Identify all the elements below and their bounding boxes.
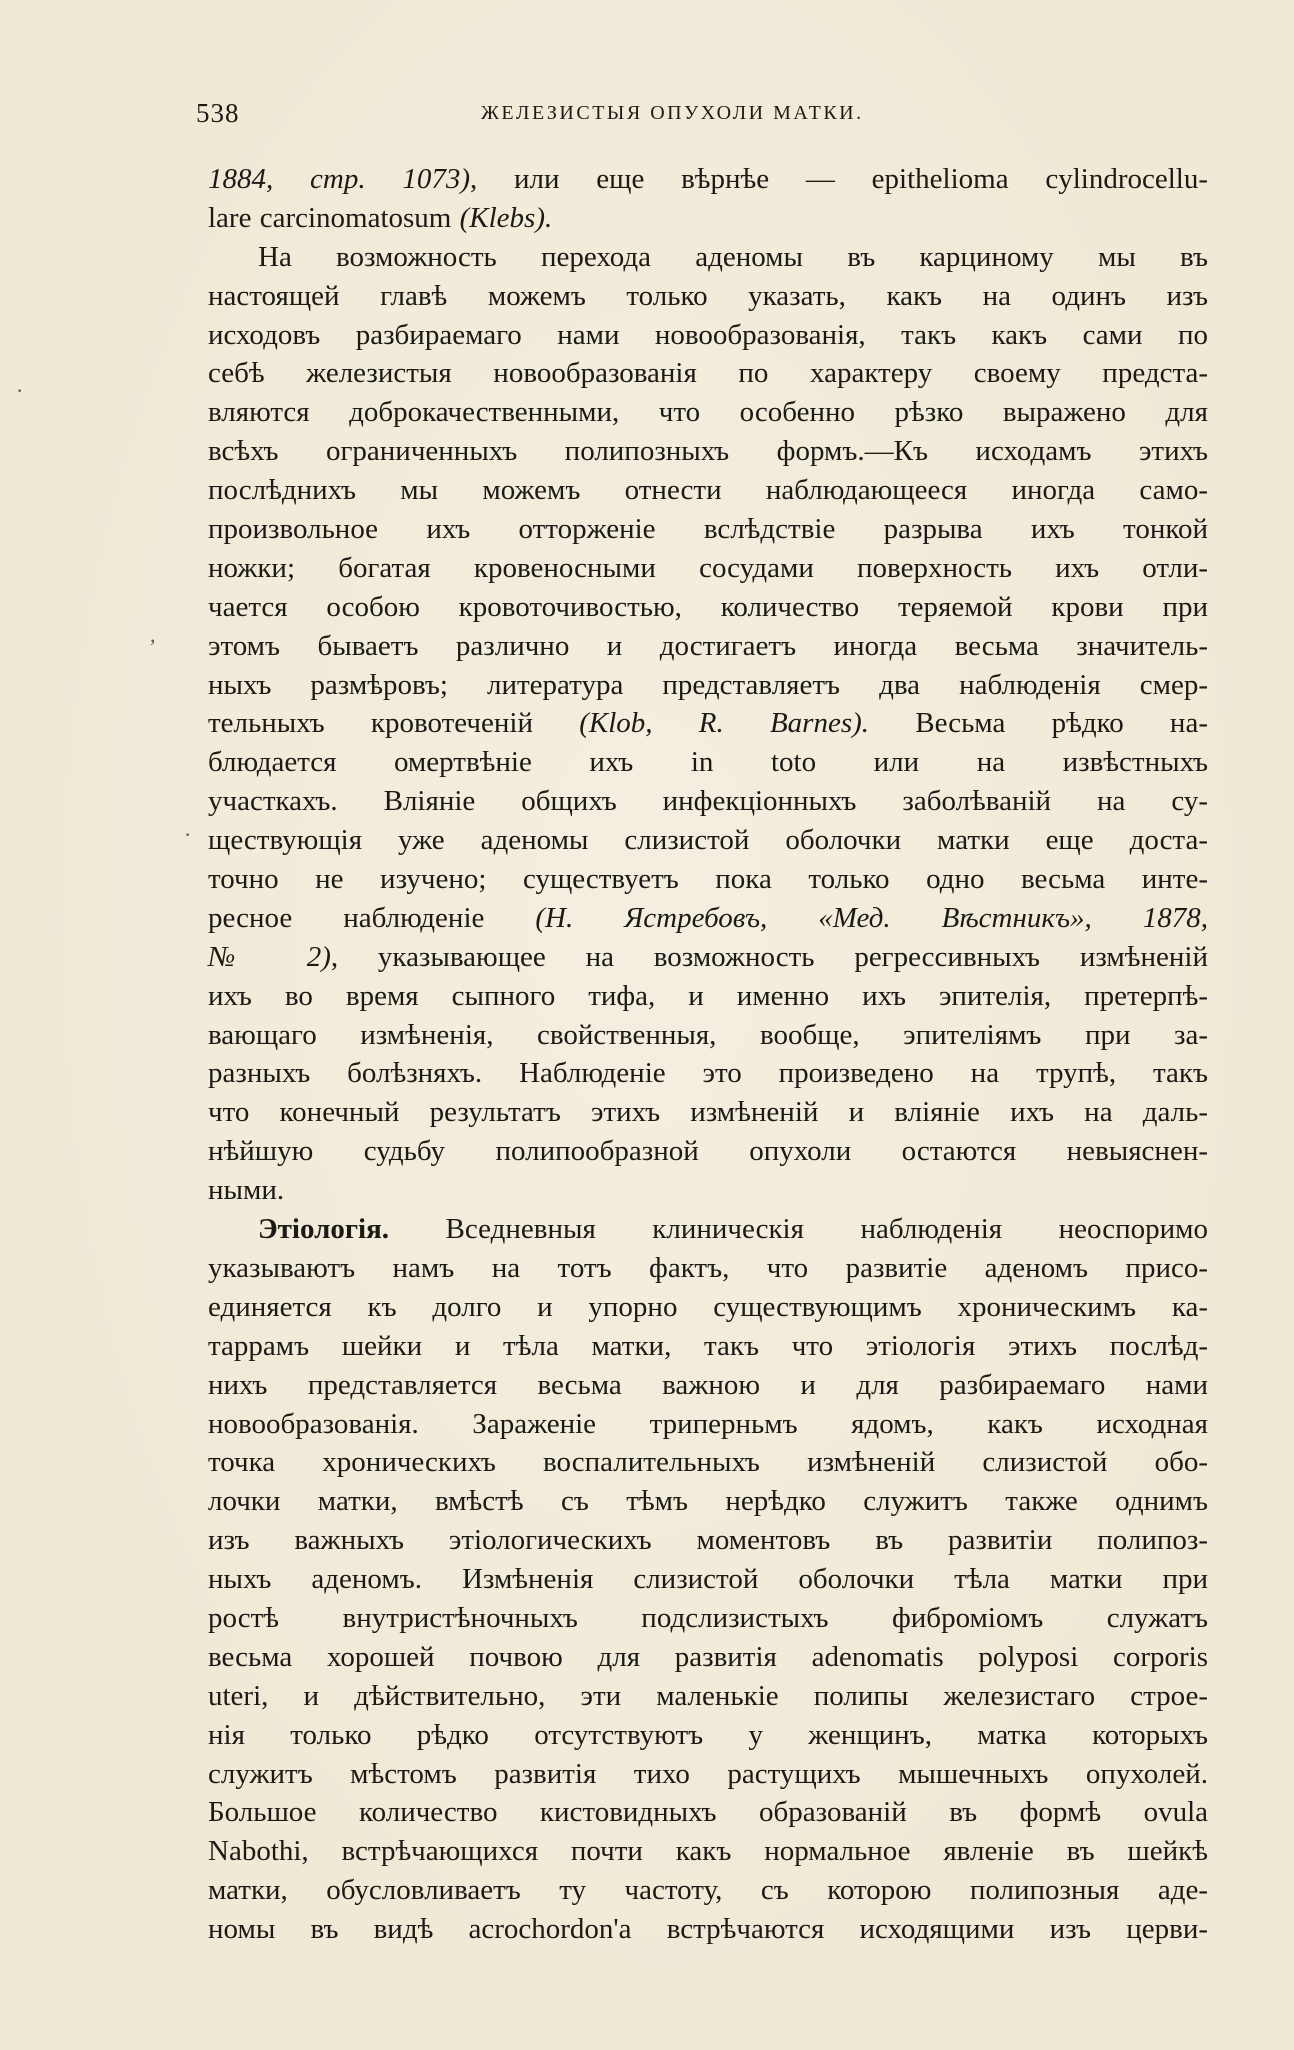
text-segment: Вседневныя клиническія наблюденія неоспоримо [389,1213,1208,1246]
text-line [208,1521,1208,1560]
text-line [208,782,1208,821]
text-segment: нія только рѣдко отсутствуютъ у женщинъ, матка которыхъ [208,1718,1208,1751]
text-line [208,1171,1208,1210]
text-segment: ныхъ аденомъ. Измѣненія слизистой оболочки тѣла матки при [208,1563,1208,1596]
text-segment: нихъ представляется весьма важною и для разбираемаго нами [208,1368,1208,1401]
text-line [208,1599,1208,1638]
text-line [208,1327,1208,1366]
text-line [208,471,1208,510]
margin-speck: , [150,622,156,647]
running-head: ЖЕЛЕЗИСТЫЯ ОПУХОЛИ МАТКИ. [481,102,864,124]
text-segment: настоящей главѣ можемъ только указать, какъ на одинъ изъ [208,279,1208,312]
text-segment: точка хроническихъ воспалительныхъ измѣненій слизистой обо- [208,1446,1208,1479]
text-line [208,1793,1208,1832]
text-line [208,666,1208,705]
text-line [208,1560,1208,1599]
text-segment: тельныхъ кровотеченій [208,707,580,740]
text-line [208,1054,1208,1093]
citation: № 2) [208,940,331,973]
text-segment: ныхъ размѣровъ; литература представляетъ два наблюденія смер- [208,668,1208,701]
text-line [208,1366,1208,1405]
text-line [208,1132,1208,1171]
text-line [208,1638,1208,1677]
text-segment: себѣ железистыя новообразованія по характеру своему предста- [208,357,1208,390]
margin-speck: · [184,822,192,847]
text-line [208,1405,1208,1444]
text-segment: нѣйшую судьбу полипообразной опухоли остаются невыяснен- [208,1135,1208,1168]
text-segment: Большое количество кистовидныхъ образованій въ формѣ ovula [208,1796,1208,1829]
text-segment: ществующія уже аденомы слизистой оболочки матки еще доста- [208,824,1208,857]
text-line [208,821,1208,860]
text-segment: вляются доброкачественными, что особенно рѣзко выражено для [208,396,1208,429]
text-line [208,588,1208,627]
text-segment: На возможность перехода аденомы въ карциному мы въ [258,240,1208,273]
text-line [208,277,1208,316]
text-segment: точно не изучено; существуетъ пока только одно весьма инте- [208,863,1208,896]
text-line [208,199,1208,238]
text-line [208,938,1208,977]
text-segment: что конечный результатъ этихъ измѣненій и вліяніе ихъ на даль- [208,1096,1208,1129]
text-line [208,316,1208,355]
page-number: 538 [196,98,240,128]
text-line [208,160,1208,199]
text-line [208,627,1208,666]
text-line [208,510,1208,549]
text-segment: служитъ мѣстомъ развитія тихо растущихъ мышечныхъ опухолей. [208,1757,1208,1790]
text-segment: всѣхъ ограниченныхъ полипозныхъ формъ.—Къ исходамъ этихъ [208,435,1208,468]
text-segment: uteri, и дѣйствительно, эти маленькіе полипы железистаго строе- [208,1679,1208,1712]
body-text [208,160,1208,1949]
text-line [208,1871,1208,1910]
text-line [208,1832,1208,1871]
text-segment: , или еще вѣрнѣе — epitheliomа cylindrocellu- [469,163,1208,195]
section-heading: Этіологія. [258,1213,390,1246]
text-segment: таррамъ шейки и тѣла матки, такъ что этіологія этихъ послѣд- [208,1329,1208,1362]
text-line [208,1482,1208,1521]
text-line [208,1716,1208,1755]
text-segment: Nabothi, встрѣчающихся почти какъ нормальное явленіе въ шейкѣ [208,1835,1208,1868]
citation: 1884, стр. 1073) [208,163,470,195]
text-line [208,432,1208,471]
text-segment: вающаго измѣненія, свойственныя, вообще, эпителіямъ при за- [208,1018,1208,1051]
text-line [208,743,1208,782]
text-segment: , указывающее на возможность регрессивныхъ измѣненій [330,940,1208,973]
text-line [208,704,1208,743]
text-segment: чается особою кровоточивостью, количество теряемой крови при [208,590,1208,623]
text-line [208,393,1208,432]
text-line [208,1016,1208,1055]
text-segment: ными. [208,1174,285,1207]
text-segment: послѣднихъ мы можемъ отнести наблюдающееся иногда само- [208,474,1208,507]
text-segment: этомъ бываетъ различно и достигаетъ иногда весьма значитель- [208,629,1208,662]
text-line [208,977,1208,1016]
margin-speck: · [16,378,24,403]
page-header [196,98,1096,138]
text-line [208,1677,1208,1716]
text-segment: исходовъ разбираемаго нами новообразованія, такъ какъ сами по [208,318,1208,351]
citation: (Klob, R. Barnes). [579,707,870,740]
text-line [208,899,1208,938]
text-segment: ихъ во время сыпного тифа, и именно ихъ эпителія, претерпѣ- [208,979,1208,1012]
text-segment: ростѣ внутристѣночныхъ подслизистыхъ фиброміомъ служатъ [208,1601,1208,1634]
text-segment: изъ важныхъ этіологическихъ моментовъ въ развитіи полипоз- [208,1524,1208,1557]
text-segment: ресное наблюденіе [208,901,536,934]
text-segment: единяется къ долго и упорно существующимъ хроническимъ ка- [208,1290,1208,1323]
text-segment: разныхъ болѣзняхъ. Наблюденіе это произведено на трупѣ, такъ [208,1057,1208,1090]
text-line [208,238,1208,277]
text-segment: указываютъ намъ на тотъ фактъ, что развитіе аденомъ присо- [208,1251,1208,1284]
text-segment: матки, обусловливаетъ ту частоту, съ которою полипозныя аде- [208,1874,1208,1907]
text-line [208,1288,1208,1327]
text-line [208,549,1208,588]
text-line [208,1910,1208,1949]
text-segment: произвольное ихъ отторженіе вслѣдствіе разрыва ихъ тонкой [208,513,1208,546]
text-segment: новообразованія. Зараженіе триперньмъ ядомъ, какъ исходная [208,1407,1208,1440]
text-line [208,860,1208,899]
text-line [208,1093,1208,1132]
text-line [208,1755,1208,1794]
text-segment: весьма хорошей почвою для развитія adenomatis polyposi corporis [208,1640,1208,1673]
citation: (Н. Ястребовъ, «Мед. Вѣстникъ», 1878, [535,901,1208,934]
text-line [208,1443,1208,1482]
text-segment: lare carcinomatosum [208,201,460,234]
text-line [208,1210,1208,1249]
text-line [208,354,1208,393]
text-segment: блюдается омертвѣніе ихъ in toto или на извѣстныхъ [208,746,1208,779]
text-segment: ножки; богатая кровеносными сосудами поверхность ихъ отли- [208,551,1208,584]
text-segment: номы въ видѣ acrochordon'а встрѣчаются исходящими изъ церви- [208,1913,1208,1946]
text-line [208,1249,1208,1288]
citation: (Klebs). [459,201,553,234]
text-segment: участкахъ. Вліяніе общихъ инфекціонныхъ заболѣваній на су- [208,785,1208,818]
text-segment: Весьма рѣдко на- [869,707,1208,740]
text-segment: лочки матки, вмѣстѣ съ тѣмъ нерѣдко служитъ также однимъ [208,1485,1208,1518]
